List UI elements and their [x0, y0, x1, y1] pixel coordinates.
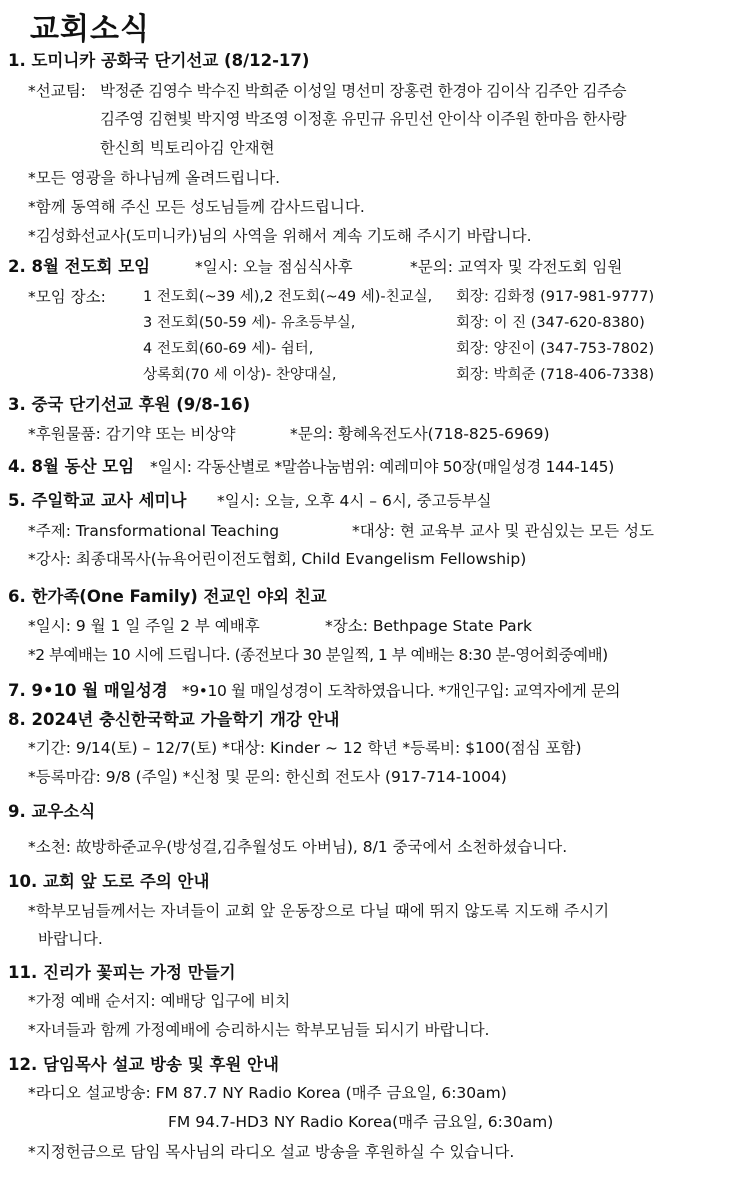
section-2-heading: 2. 8월 전도회 모임 [8, 257, 151, 276]
section-9-heading: 9. 교우소식 [8, 802, 96, 821]
section-2-time: *일시: 오늘 점심식사후 [195, 258, 353, 276]
section-8-line: *등록마감: 9/8 (주일) *신청 및 문의: 한신희 전도사 (917-714-1004) [28, 768, 507, 786]
page-title: 교회소식 [30, 12, 150, 47]
section-6-heading: 6. 한가족(One Family) 전교인 야외 친교 [8, 587, 327, 606]
section-10-line: 바랍니다. [38, 930, 103, 948]
section-6-line: *일시: 9 월 1 일 주일 2 부 예배후 [28, 617, 260, 635]
section-8-line: *기간: 9/14(토) – 12/7(토) *대상: Kinder ~ 12 학년 *등록비: $100(점심 포함) [28, 739, 582, 757]
section-5-line: *주제: Transformational Teaching [28, 522, 280, 540]
group-place: 3 전도회(50-59 세)- 유초등부실, [143, 315, 356, 331]
section-11-heading: 11. 진리가 꽃피는 가정 만들기 [8, 963, 236, 982]
section-6-place: *장소: Bethpage State Park [325, 617, 533, 635]
section-1-line: *김성화선교사(도미니카)님의 사역을 위해서 계속 기도해 주시기 바랍니다. [28, 227, 532, 245]
team-label: *선교팀: [28, 82, 86, 100]
section-1-line: *모든 영광을 하나님께 올려드립니다. [28, 169, 281, 187]
place-label: *모임 장소: [28, 288, 106, 306]
section-12-line: FM 94.7-HD3 NY Radio Korea(매주 금요일, 6:30am) [168, 1113, 554, 1131]
section-7-text: *9•10 월 매일성경이 도착하였읍니다. *개인구입: 교역자에게 문의 [182, 682, 621, 700]
section-5-audience: *대상: 현 교육부 교사 및 관심있는 모든 성도 [352, 522, 655, 540]
group-place: 4 전도회(60-69 세)- 쉼터, [143, 341, 314, 357]
team-members-line: 김주영 김현빛 박지영 박조영 이정훈 유민규 유민선 안이삭 이주원 한마음 한사랑 [100, 110, 627, 128]
section-6-line: *2 부예배는 10 시에 드립니다. (종전보다 30 분일찍, 1 부 예배는 8:30 분-영어회중예배) [28, 646, 608, 664]
section-5-line: *강사: 최종대목사(뉴욕어린이전도협회, Child Evangelism Fellowship) [28, 550, 527, 568]
section-4-heading: 4. 8월 동산 모임 [8, 457, 135, 476]
section-12-line: *라디오 설교방송: FM 87.7 NY Radio Korea (매주 금요일, 6:30am) [28, 1084, 507, 1102]
section-5-text: *일시: 오늘, 오후 4시 – 6시, 중고등부실 [217, 492, 492, 510]
section-9-line: *소천: 故방하준교우(방성걸,김추월성도 아버님), 8/1 중국에서 소천하셨습니다. [28, 838, 568, 856]
section-4-text: *일시: 각동산별로 *말씀나눔범위: 예레미야 50장(매일성경 144-145) [150, 458, 614, 476]
group-leader: 회장: 박희준 (718-406-7338) [456, 367, 655, 383]
section-10-line: *학부모님들께서는 자녀들이 교회 앞 운동장으로 다닐 때에 뛰지 않도록 지도해 주시기 [28, 902, 610, 920]
group-leader: 회장: 이 진 (347-620-8380) [456, 315, 645, 331]
group-leader: 회장: 김화정 (917-981-9777) [456, 289, 655, 305]
section-3-line: *후원물품: 감기약 또는 비상약 [28, 425, 236, 443]
section-8-heading: 8. 2024년 충신한국학교 가을학기 개강 안내 [8, 710, 340, 729]
section-12-line: *지정헌금으로 담임 목사님의 라디오 설교 방송을 후원하실 수 있습니다. [28, 1143, 515, 1161]
section-1-line: *함께 동역해 주신 모든 성도님들께 감사드립니다. [28, 198, 365, 216]
section-12-heading: 12. 담임목사 설교 방송 및 후원 안내 [8, 1055, 279, 1074]
section-7-heading: 7. 9•10 월 매일성경 [8, 681, 168, 700]
section-11-line: *가정 예배 순서지: 예배당 입구에 비치 [28, 992, 291, 1010]
group-place: 1 전도회(~39 세),2 전도회(~49 세)-친교실, [143, 289, 433, 305]
section-11-line: *자녀들과 함께 가정예배에 승리하시는 학부모님들 되시기 바랍니다. [28, 1021, 490, 1039]
group-place: 상록회(70 세 이상)- 찬양대실, [143, 367, 337, 383]
team-members-line: 한신희 빅토리아김 안재현 [100, 139, 275, 157]
section-3-heading: 3. 중국 단기선교 후원 (9/8-16) [8, 395, 251, 414]
team-members-line: 박정준 김영수 박수진 박희준 이성일 명선미 장홍련 한경아 김이삭 김주안 김주승 [100, 82, 627, 100]
section-3-contact: *문의: 황혜옥전도사(718-825-6969) [290, 425, 550, 443]
section-2-contact: *문의: 교역자 및 각전도회 임원 [410, 258, 623, 276]
section-5-heading: 5. 주일학교 교사 세미나 [8, 491, 187, 510]
section-10-heading: 10. 교회 앞 도로 주의 안내 [8, 872, 210, 891]
group-leader: 회장: 양진이 (347-753-7802) [456, 341, 655, 357]
section-1-heading: 1. 도미니카 공화국 단기선교 (8/12-17) [8, 51, 310, 70]
